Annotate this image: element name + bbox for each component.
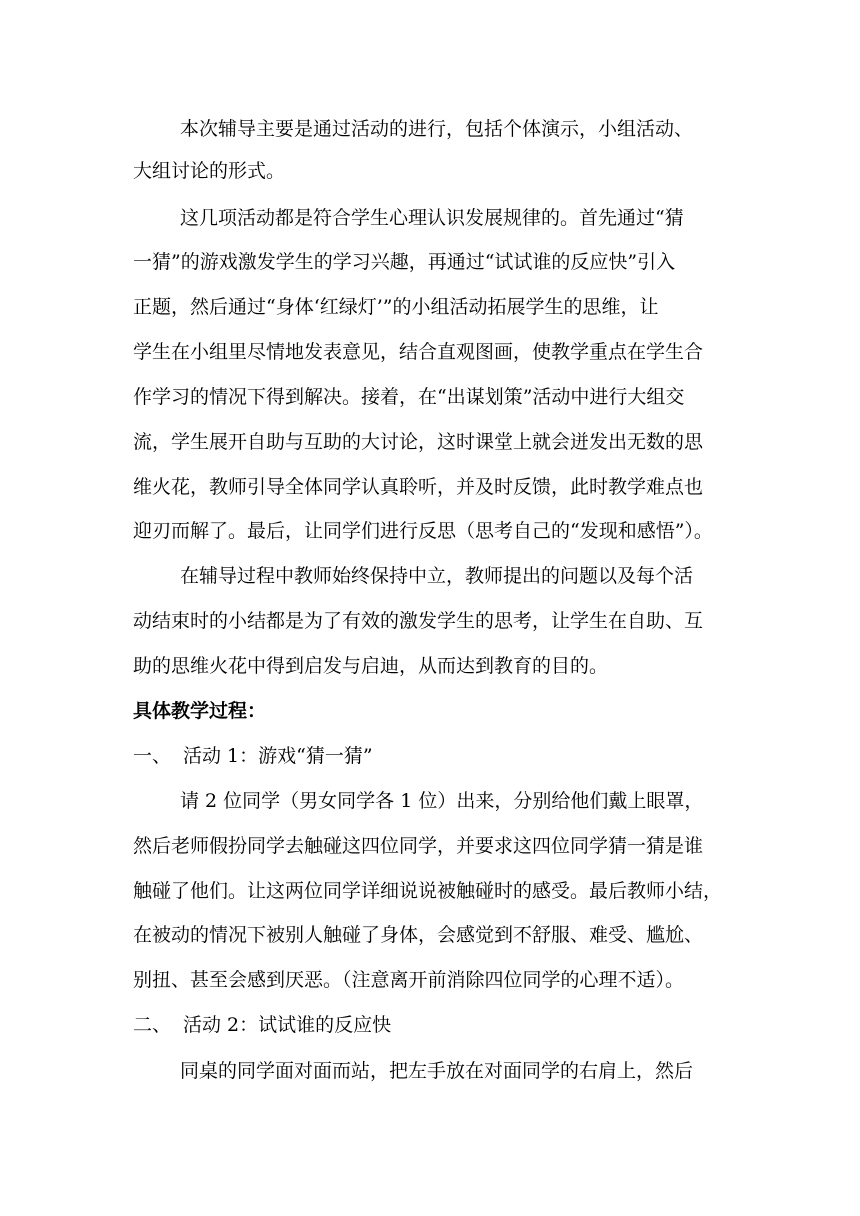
paragraph-4-line-5: 别扭、甚至会感到厌恶。（注意离开前消除四位同学的心理不适）。 [133, 969, 685, 991]
paragraph-4-line-1: 请 2 位同学（男女同学各 1 位）出来，分别给他们戴上眼罩， [180, 790, 704, 812]
paragraph-2-line-1: 这几项活动都是符合学生心理认识发展规律的。首先通过“猜 [180, 207, 684, 229]
paragraph-1-line-1: 本次辅导主要是通过活动的进行，包括个体演示，小组活动、 [180, 118, 694, 140]
paragraph-2-line-2: 一猜”的游戏激发学生的学习兴趣，再通过“试试谁的反应快”引入 [133, 251, 676, 273]
paragraph-2-line-8: 迎刃而解了。最后，让同学们进行反思（思考自己的“发现和感悟”）。 [133, 520, 713, 542]
paragraph-2-line-4: 学生在小组里尽情地发表意见，结合直观图画，使教学重点在学生合 [133, 341, 704, 363]
paragraph-3-line-2: 动结束时的小结都是为了有效的激发学生的思考，让学生在自助、互 [133, 610, 704, 632]
list-item-2-number: 二、 [133, 1014, 172, 1036]
list-item-1-number: 一、 [133, 745, 172, 767]
paragraph-4-line-2: 然后老师假扮同学去触碰这四位同学，并要求这四位同学猜一猜是谁 [133, 835, 704, 857]
paragraph-2-line-6: 流，学生展开自助与互助的大讨论，这时课堂上就会迸发出无数的思 [133, 431, 704, 453]
section-heading: 具体教学过程： [133, 700, 267, 722]
paragraph-2-line-3: 正题，然后通过“身体‘红绿灯’”的小组活动拓展学生的思维，让 [133, 296, 659, 318]
paragraph-3-line-3: 助的思维火花中得到启发与启迪，从而达到教育的目的。 [133, 655, 609, 677]
paragraph-3-line-1: 在辅导过程中教师始终保持中立，教师提出的问题以及每个活 [180, 565, 694, 587]
paragraph-4-line-4: 在被动的情况下被别人触碰了身体，会感觉到不舒服、难受、尴尬、 [133, 924, 704, 946]
list-item-2-title: 活动 2：试试谁的反应快 [183, 1014, 392, 1036]
paragraph-2-line-7: 维火花，教师引导全体同学认真聆听，并及时反馈，此时教学难点也 [133, 476, 704, 498]
paragraph-4-line-3: 触碰了他们。让这两位同学详细说说被触碰时的感受。最后教师小结， [133, 880, 723, 902]
paragraph-5-line-1: 同桌的同学面对面而站，把左手放在对面同学的右肩上，然后 [180, 1060, 694, 1082]
list-item-1-title: 活动 1：游戏“猜一猜” [183, 745, 373, 767]
paragraph-2-line-5: 作学习的情况下得到解决。接着，在“出谋划策”活动中进行大组交 [133, 386, 685, 408]
paragraph-1-line-2: 大组讨论的形式。 [133, 160, 286, 182]
